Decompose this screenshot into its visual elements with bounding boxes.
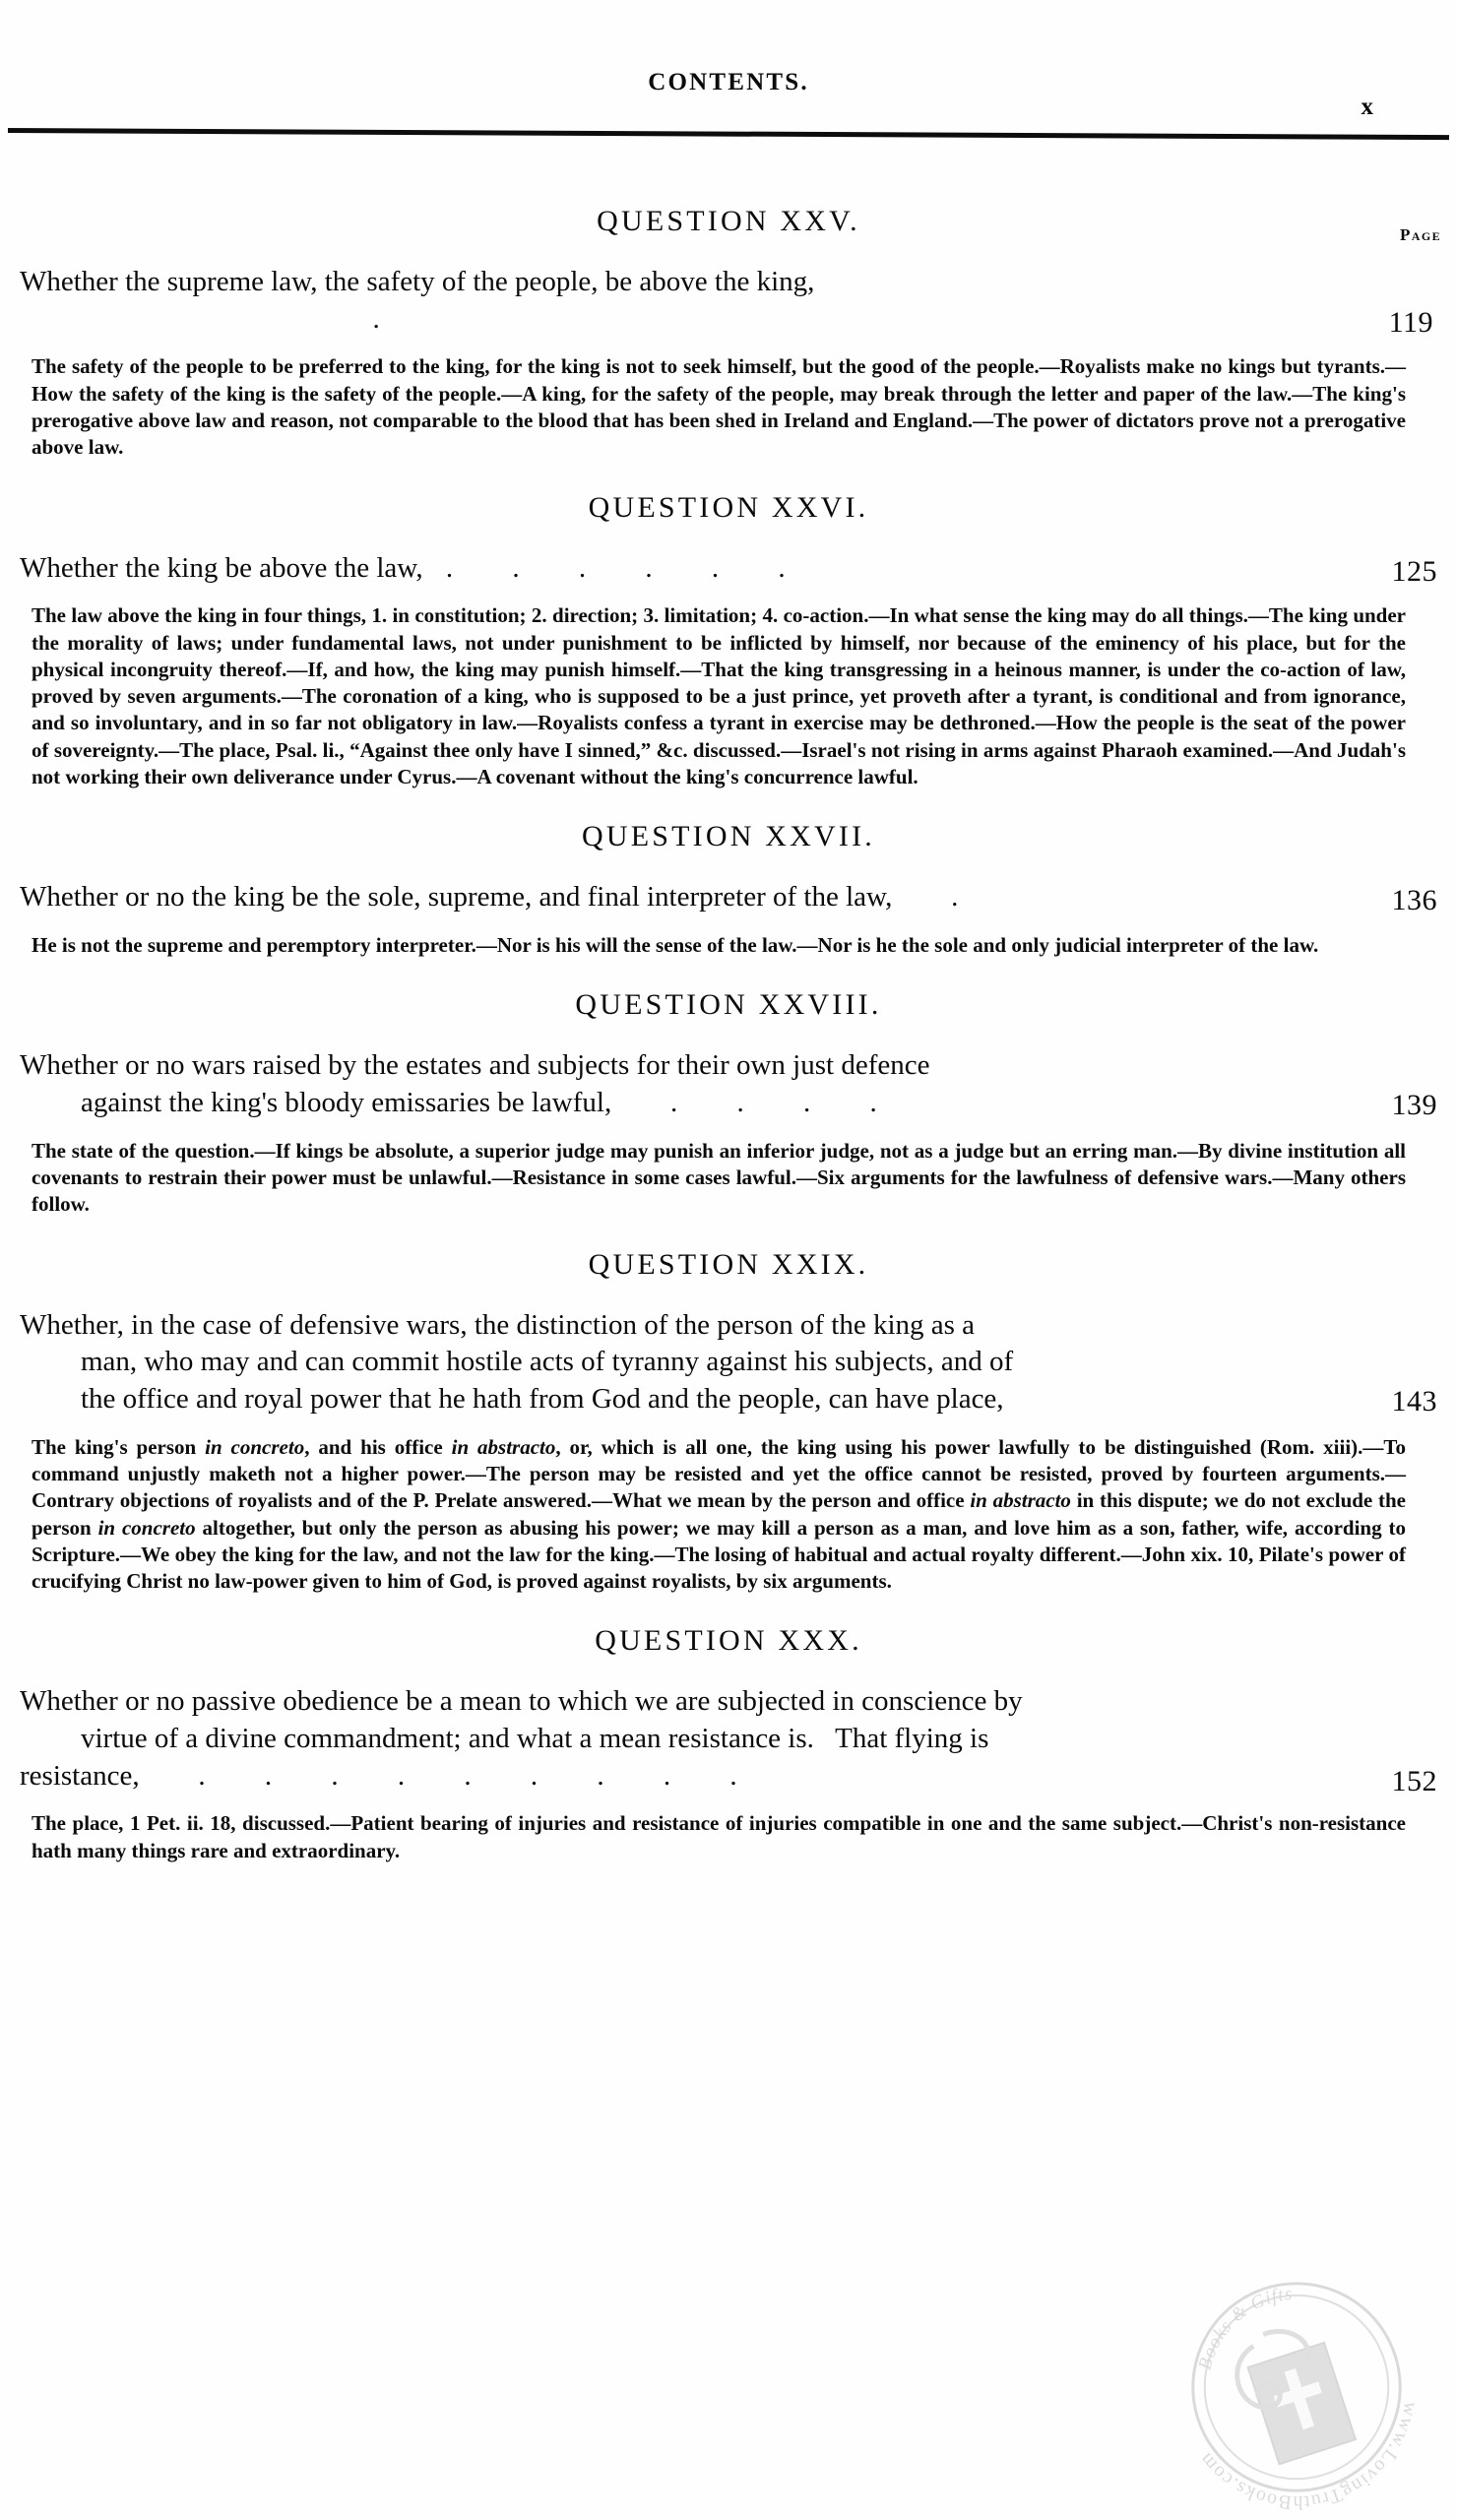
entry-synopsis: The safety of the people to be preferred to the king, for the king is not to seek himself, but the good of the people.—Royalists make no kings but tyrants.—How the safety of the king is the safety of the people.—A king, for the safety of the people, may break through the letter and paper of the law.—The king's prerogative above law and reason, not comparable to the blood that has been shed in Ireland and England.—The power of dictators prove not a prerogative above law. xyxy=(32,354,1406,460)
dot-leaders: . . . . . . xyxy=(422,551,787,584)
contents-entry xyxy=(14,820,1443,959)
entry-title-block xyxy=(14,550,1443,588)
watermark-stamp xyxy=(1170,2260,1424,2514)
entry-title-line: Whether or no wars raised by the estates and subjects for their own just defence xyxy=(20,1049,930,1082)
question-heading: QUESTION XXIX. xyxy=(588,1247,869,1281)
entry-title-text: against the king's bloody emissaries be lawful, xyxy=(81,1087,612,1118)
svg-text:www.LovingTruthBooks.com xyxy=(1194,2400,1422,2513)
question-heading: QUESTION XXVIII. xyxy=(575,988,882,1022)
entry-title-block xyxy=(14,225,1443,340)
contents-entry xyxy=(14,491,1443,791)
header-rule xyxy=(8,128,1449,140)
question-heading: QUESTION XXX. xyxy=(595,1624,862,1658)
entry-title-line xyxy=(20,879,1296,916)
folio-number: x xyxy=(1361,94,1374,120)
dot-leaders: . . . . xyxy=(669,1087,878,1118)
entry-title-line: Whether, in the case of defensive wars, the distinction of the person of the king as a xyxy=(20,1308,976,1341)
entry-title-line xyxy=(20,550,1296,588)
entry-title-block xyxy=(14,1047,1443,1121)
entry-title-text: resistance, xyxy=(20,1759,140,1792)
entry-title-line: Whether the supreme law, the safety of the people, be above the king, xyxy=(20,266,815,297)
contents-entry xyxy=(14,1248,1443,1596)
question-heading: QUESTION XXVII. xyxy=(582,820,875,853)
dot-leaders: . . . . . . . . . xyxy=(198,1759,738,1792)
entry-page-number: 136 xyxy=(1391,884,1437,917)
entry-synopsis: The king's person in concreto, and his office in abstracto, or, which is all one, the king using his power lawfully to be distinguished (Rom. xiii).—To command unjustly maketh not a higher power.—The person may be resisted and yet the office cannot be resisted, proved by fourteen arguments.—Contrary objections of royalists and of the P. Prelate answered.—What we mean by the person and office in abstracto in this dispute; we do not exclude the person in concreto altogether, but only the person as abusing his power; we may kill a person as a man, and love him as a son, father, wife, according to Scripture.—We obey the king for the law, and not the law for the king.—The losing of habitual and actual royalty different.—John xix. 10, Pilate's power of crucifying Christ no law-power given to him of God, is proved against royalists, by six arguments. xyxy=(32,1434,1407,1594)
entry-title-text: Whether the king be above the law, xyxy=(20,551,423,584)
entry-page-number: 119 xyxy=(1388,306,1433,340)
page-column-label: Page xyxy=(1400,225,1441,244)
entry-synopsis: The state of the question.—If kings be absolute, a superior judge may punish an inferior judge, not as a judge but an erring man.—By divine institution all covenants to restrain their power must be unlawful.—Resistance in some cases lawful.—Six arguments for the lawfulness of defensive wars.—Many others follow. xyxy=(32,1138,1406,1217)
question-heading: QUESTION XXVI. xyxy=(588,490,869,524)
entry-title-line: the office and royal power that he hath from God and the people, can have place, xyxy=(81,1382,1004,1415)
entry-synopsis: The place, 1 Pet. ii. 18, discussed.—Patient bearing of injuries and resistance of injuries compatible in one and the same subject.—Christ's non-resistance hath many things rare and extraordinary. xyxy=(32,1811,1406,1862)
watermark-circle-text: www.LovingTruthBooks.com xyxy=(1194,2400,1423,2514)
entry-title-line: virtue of a divine commandment; and what a mean resistance is. That flying is xyxy=(81,1723,989,1755)
entry-title-line: Whether or no passive obedience be a mean to which we are subjected in conscience by xyxy=(20,1685,1023,1718)
svg-text:Books & Gifts xyxy=(1195,2284,1294,2372)
entry-page-number: 125 xyxy=(1391,554,1437,588)
entry-title-block xyxy=(14,1307,1443,1418)
entry-synopsis: He is not the supreme and peremptory interpreter.—Nor is his will the sense of the law.—Nor is he the sole and only judicial interpreter of the law. xyxy=(32,933,1319,958)
contents-entry xyxy=(14,988,1443,1218)
contents-entry xyxy=(14,205,1443,462)
contents-column xyxy=(14,175,1443,1868)
entry-title-line xyxy=(20,1758,1325,1796)
contents-entry xyxy=(14,1624,1443,1864)
entry-page-number: 139 xyxy=(1391,1088,1437,1121)
entry-title-block xyxy=(14,1683,1443,1798)
dot-leaders: . xyxy=(372,302,381,335)
entry-synopsis: The law above the king in four things, 1. in constitution; 2. direction; 3. limitation; 4. co-action.—In what sense the king may do all things.—The king under the morality of laws; under fundamental laws, not under punishment to be inflicted by himself, nor because of the eminency of his place, but for the physical incongruity thereof.—If, and how, the king may punish himself.—That the king transgressing in a heinous manner, is under the co-action of law, proved by seven arguments.—The coronation of a king, who is supposed to be a just prince, yet proveth after a tyrant, is conditional and from ignorance, and so involuntary, and in so far not obligatory in law.—Royalists confess a tyrant in exercise may be dethroned.—How the people is the seat of the power of sovereignty.—The place, Psal. li., “Against thee only have I sinned,” &c. discussed.—Israel's not rising in arms against Pharaoh examined.—And Judah's not working their own deliverance under Cyrus.—A covenant without the king's concurrence lawful. xyxy=(32,603,1406,789)
question-heading: QUESTION XXV. xyxy=(597,205,860,237)
entry-title-block xyxy=(14,879,1443,916)
entry-page-number: 143 xyxy=(1391,1384,1437,1418)
entry-title-line: man, who may and can commit hostile acts of tyranny against his subjects, and of xyxy=(81,1346,1014,1378)
running-head: CONTENTS. xyxy=(648,69,809,95)
entry-title-text: Whether or no the king be the sole, supreme, and final interpreter of the law, xyxy=(20,881,893,914)
entry-page-number: 152 xyxy=(1391,1765,1437,1798)
watermark-top-text: Books & Gifts xyxy=(1194,2283,1295,2372)
entry-title-line xyxy=(20,1085,1296,1122)
dot-leaders: . xyxy=(951,881,959,914)
